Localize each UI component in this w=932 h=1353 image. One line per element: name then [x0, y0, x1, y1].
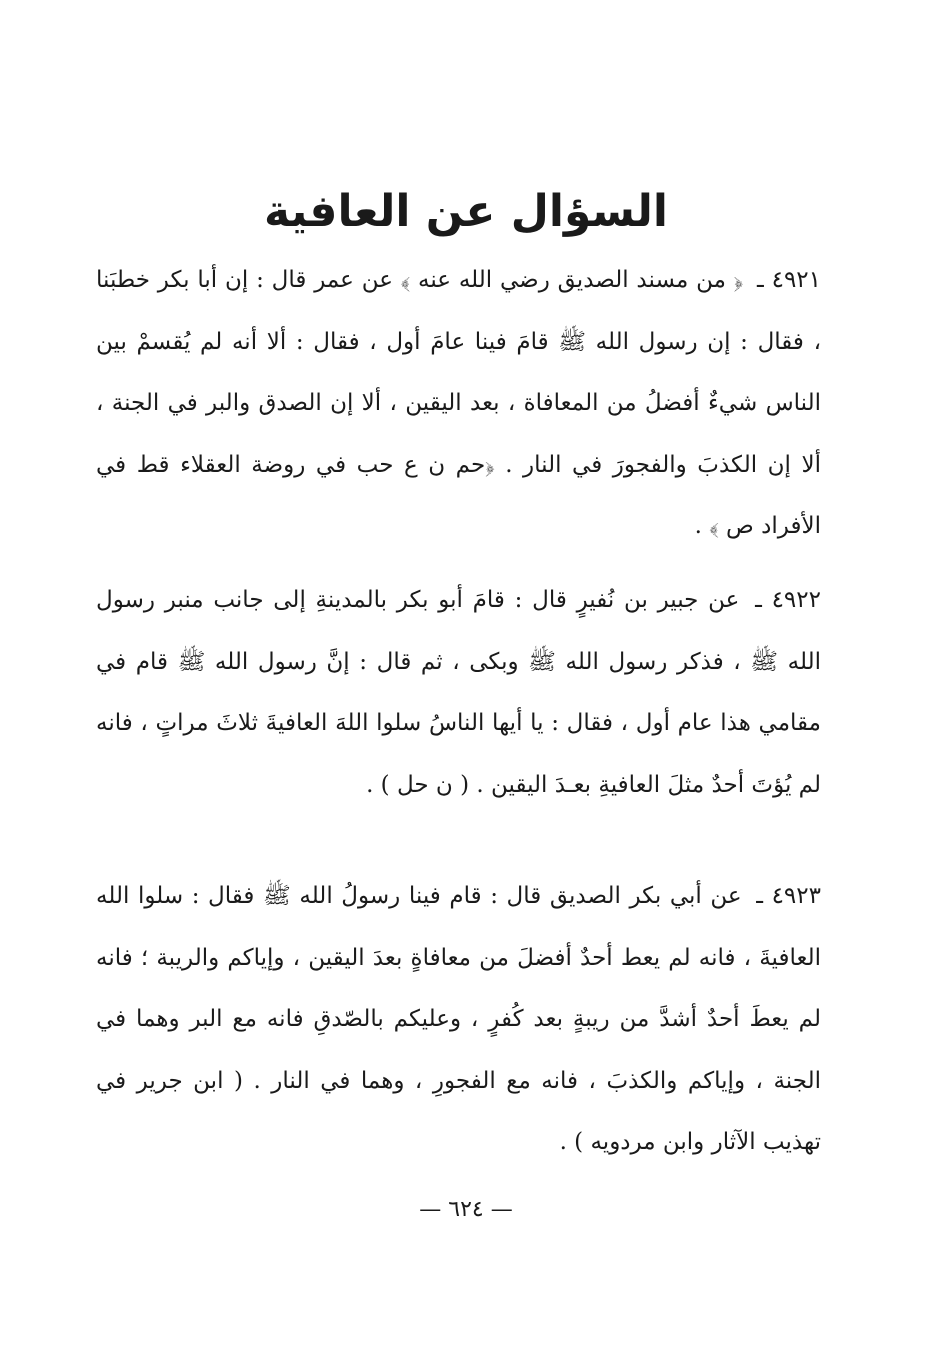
hadith-text: ﴿ من مسند الصديق رضي الله عنه ﴾ عن عمر قال : إن أبا بكر خطبَنا ، فقال : إن رسول الله ﷺ قامَ فينا عامَ أول ، فقال : ألا أنه لم يُقسمْ بين الناس شيءٌ أفضلُ من المعافاة ، بعد اليقين ، ألا إن الصدق والبر في الجنة ، ألا إن الكذبَ والفجورَ في النار . ﴿حم ن ع حب في روضة العقلاء قط في الأفراد ص ﴾ .: [96, 267, 821, 539]
hadith-paragraph: [96, 570, 821, 816]
hadith-paragraph: [96, 866, 821, 1174]
hadith-number: ٤٩٢٣ ـ: [756, 883, 821, 909]
hadith-text: عن أبي بكر الصديق قال : قام فينا رسولُ الله ﷺ فقال : سلوا الله العافيةَ ، فانه لم يعط أحدٌ أفضلَ من معافاةٍ بعدَ اليقين ، وإياكم والريبة ؛ فانه لم يعطَ أحدٌ أشدَّ من ريبةٍ بعد كُفرٍ ، وعليكم بالصّدقِ فانه مع البر وهما في الجنة ، وإياكم والكذبَ ، فانه مع الفجورِ ، وهما في النار . ( ابن جرير في تهذيب الآثار وابن مردويه ) .: [96, 883, 821, 1155]
hadith-entry-4923: [96, 866, 821, 1174]
hadith-entry-4921: [96, 250, 821, 558]
page-number: — ٦٢٤ —: [419, 1197, 513, 1222]
hadith-entry-4922: [96, 570, 821, 816]
hadith-paragraph: [96, 250, 821, 558]
page-title: السؤال عن العافية: [264, 186, 668, 238]
hadith-number: ٤٩٢٢ ـ: [755, 587, 821, 613]
hadith-text: عن جبير بن نُفيرٍ قال : قامَ أبو بكر بالمدينةِ إلى جانب منبر رسول الله ﷺ ، فذكر رسول الله ﷺ وبكى ، ثم قال : إنَّ رسول الله ﷺ قام في مقامي هذا عام أول ، فقال : يا أيها الناسُ سلوا اللهَ العافيةَ ثلاثَ مراتٍ ، فانه لم يُؤتَ أحدٌ مثلَ العافيةِ بعـدَ اليقين . ( ن حل ) .: [96, 587, 821, 798]
hadith-number: ٤٩٢١ ـ: [757, 267, 822, 293]
